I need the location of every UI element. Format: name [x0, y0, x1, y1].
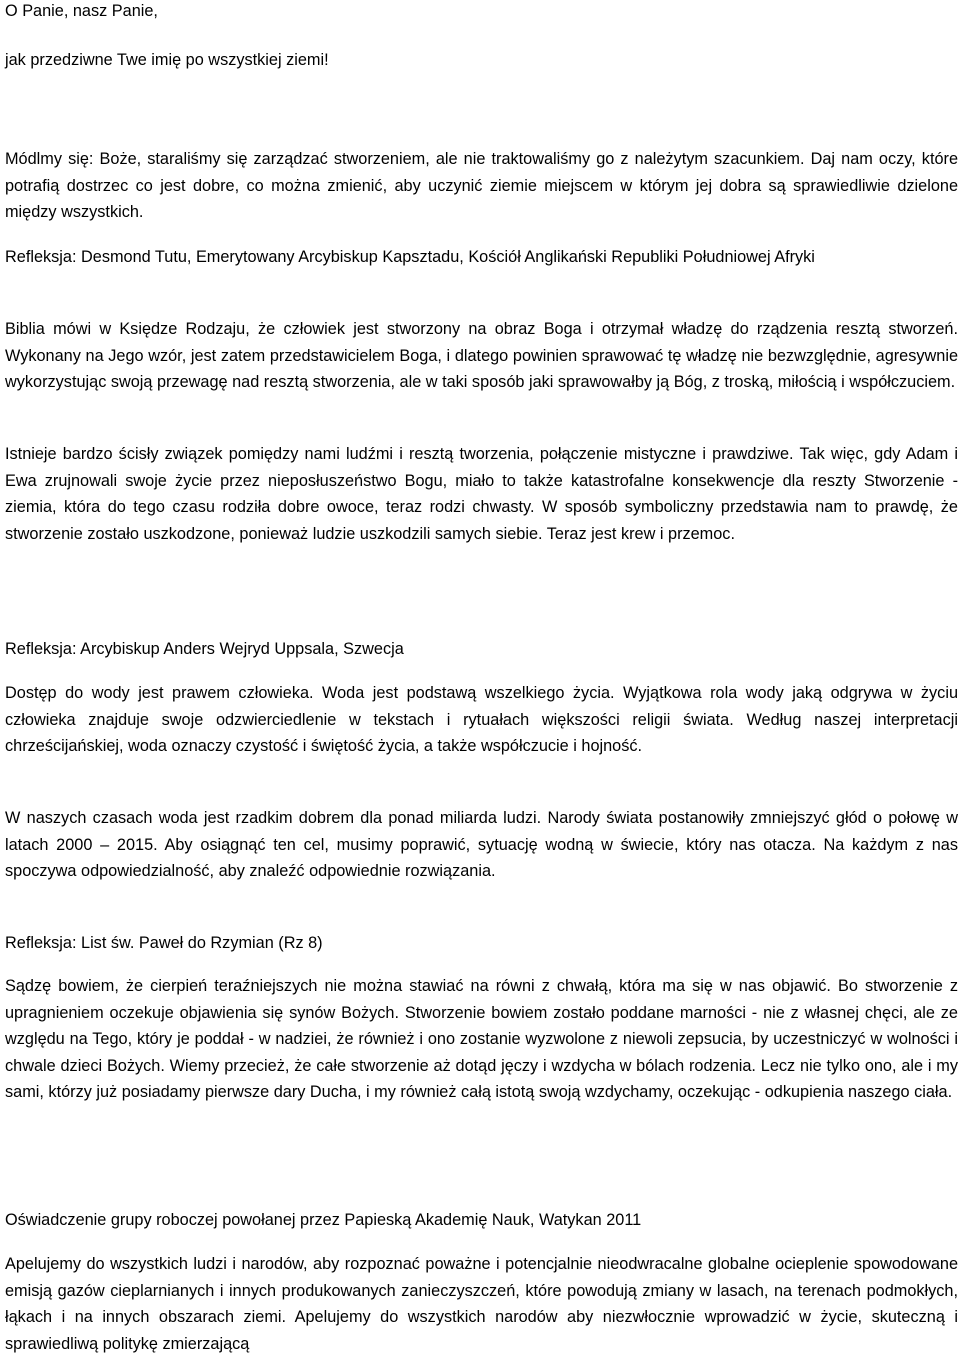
wejryd-paragraph-2: W naszych czasach woda jest rzadkim dobrem dla ponad miliarda ludzi. Narody świata postanowiły zmniejszyć głód o połowę w latach 2000 – 2015. Aby osiągnąć ten cel, musimy poprawić, sytuację wodną w świecie, który nas otacza. Na każdym z nas spoczywa odpowiedzialność, aby znaleźć odpowiednie rozwiązania.: [5, 809, 958, 880]
reflection-heading-tutu: Refleksja: Desmond Tutu, Emerytowany Arcybiskup Kapsztadu, Kościół Anglikański Republiki Południowej Afryki: [5, 248, 815, 266]
statement-heading: Oświadczenie grupy roboczej powołanej przez Papieską Akademię Nauk, Watykan 2011: [5, 1211, 642, 1229]
prayer-paragraph: Módlmy się: Boże, staraliśmy się zarządzać stworzeniem, ale nie traktowaliśmy go z należytym szacunkiem. Daj nam oczy, które potrafią dostrzec co jest dobre, co można zmienić, aby uczynić ziemie miejscem w którym jej dobra są sprawiedliwie dzielone między wszystkich.: [5, 150, 958, 221]
reflection-heading-wejryd: Refleksja: Arcybiskup Anders Wejryd Uppsala, Szwecja: [5, 640, 404, 658]
tutu-paragraph-2: Istnieje bardzo ścisły związek pomiędzy nami ludźmi i resztą tworzenia, połączenie mistyczne i prawdziwe. Tak więc, gdy Adam i Ewa zrujnowali swoje życie przez nieposłuszeństwo Bogu, miało to także katastrofalne konsekwencje dla reszty Stworzenie - ziemia, która do tego czasu rodziła dobre owoce, teraz rodzi chwasty. W sposób symboliczny przedstawia nam to prawdę, że stworzenie zostało uszkodzone, ponieważ ludzie uszkodzili samych siebie. Teraz jest krew i przemoc.: [5, 445, 958, 543]
psalm-line-2: jak przedziwne Twe imię po wszystkiej ziemi!: [5, 51, 329, 69]
romans-paragraph: Sądzę bowiem, że cierpień teraźniejszych nie można stawiać na równi z chwałą, która ma się w nas objawić. Bo stworzenie z upragnieniem oczekuje objawienia się synów Bożych. Stworzenie bowiem zostało poddane marności - nie z własnej chęci, ale ze względu na Tego, który je poddał - w nadziei, że również i ono zostanie wyzwolone z niewoli zepsucia, by uczestniczyć w wolności i chwale dzieci Bożych. Wiemy przecież, że całe stworzenie aż dotąd jęczy i wzdycha w bólach rodzenia. Lecz nie tylko ono, ale i my sami, którzy już posiadamy pierwsze dary Ducha, i my również całą istotą swoją wzdychamy, oczekując - odkupienia naszego ciała.: [5, 977, 958, 1101]
tutu-paragraph-1: Biblia mówi w Księdze Rodzaju, że człowiek jest stworzony na obraz Boga i otrzymał władzę do rządzenia resztą stworzeń. Wykonany na Jego wzór, jest zatem przedstawicielem Boga, i dlatego powinien sprawować tę władzę nie bezwzględnie, agresywnie wykorzystując swoją przewagę nad resztą stworzenia, ale w taki sposób jaki sprawowałby ją Bóg, z troską, miłością i współczuciem.: [5, 320, 958, 391]
reflection-heading-romans: Refleksja: List św. Paweł do Rzymian (Rz 8): [5, 934, 323, 952]
psalm-line-1: O Panie, nasz Panie,: [5, 2, 158, 20]
statement-paragraph: Apelujemy do wszystkich ludzi i narodów, aby rozpoznać poważne i potencjalnie nieodwracalne globalne ocieplenie spowodowane emisją gazów cieplarnianych i innych produkowanych zanieczyszczeń, które powodują zmiany w lasach, na terenach podmokłych, łąkach i na innych obszarach ziemi. Apelujemy do wszystkich narodów aby niezwłocznie wprowadzić w życie, skuteczną i sprawiedliwą politykę zmierzającą: [5, 1255, 958, 1353]
wejryd-paragraph-1: Dostęp do wody jest prawem człowieka. Woda jest podstawą wszelkiego życia. Wyjątkowa rola wody jaką odgrywa w życiu człowieka znajduje swoje odzwierciedlenie w tekstach i rytuałach większości religii świata. Według naszej interpretacji chrześcijańskiej, woda oznaczy czystość i świętość życia, a także współczucie i hojność.: [5, 684, 958, 755]
